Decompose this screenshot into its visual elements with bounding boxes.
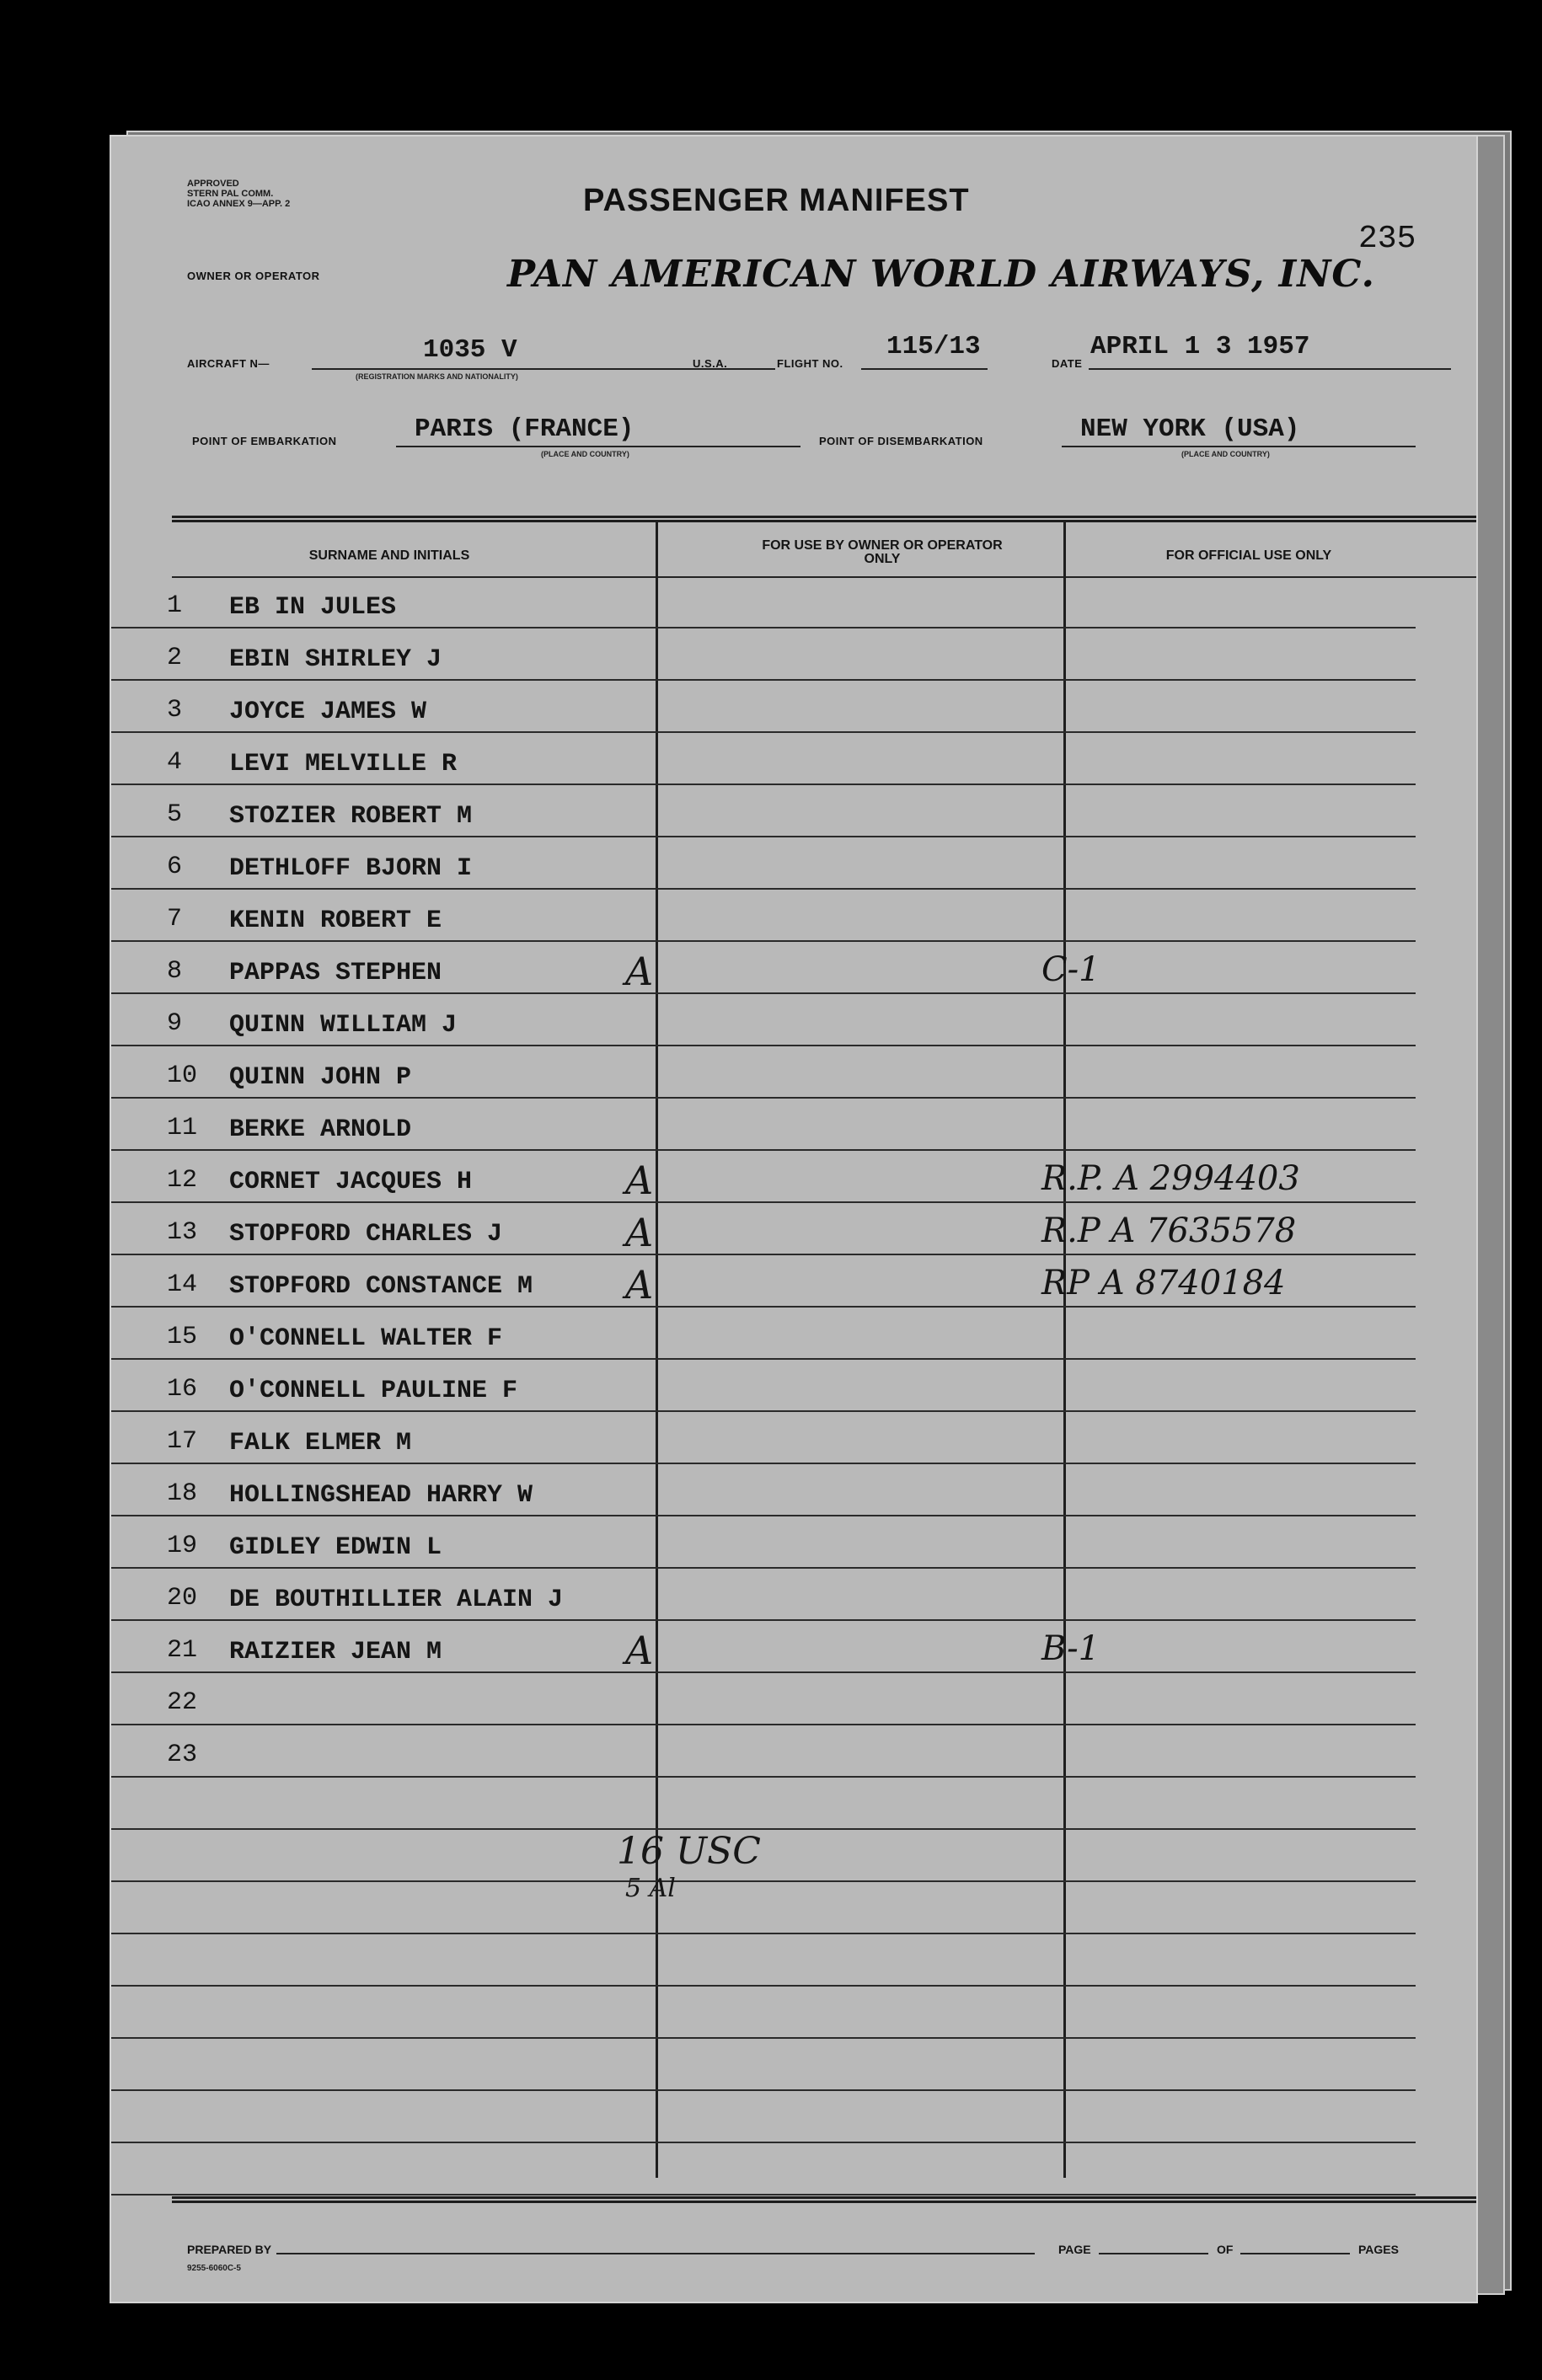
row-number: 13 <box>167 1218 198 1247</box>
disembarkation-value: NEW YORK (USA) <box>1080 414 1300 444</box>
operator-use-header: FOR USE BY OWNER OR OPERATOR ONLY <box>762 538 1003 566</box>
of-label: OF <box>1217 2243 1234 2256</box>
passenger-name: PAPPAS STEPHEN <box>229 959 442 987</box>
approval-line: ICAO ANNEX 9—APP. 2 <box>187 199 291 209</box>
disembarkation-label: POINT OF DISEMBARKATION <box>819 435 983 447</box>
passenger-name: LEVI MELVILLE R <box>229 750 458 778</box>
row-number: 15 <box>167 1323 198 1351</box>
table-row <box>111 1621 1416 1673</box>
form-title: PASSENGER MANIFEST <box>583 183 970 218</box>
row-number: 14 <box>167 1270 198 1299</box>
table-row <box>111 576 1416 628</box>
surname-header: SURNAME AND INITIALS <box>308 548 470 563</box>
table-row <box>111 1360 1416 1412</box>
row-number: 4 <box>167 748 183 777</box>
row-number: 2 <box>167 644 183 672</box>
of-line <box>1240 2253 1350 2254</box>
row-number: 16 <box>167 1375 198 1404</box>
row-number: 6 <box>167 853 183 881</box>
prepared-by-line <box>276 2253 1035 2254</box>
approval-line: APPROVED <box>187 179 239 189</box>
passenger-name: KENIN ROBERT E <box>229 907 442 935</box>
table-row <box>111 1412 1416 1464</box>
table-row <box>111 1046 1416 1099</box>
passenger-name: EBIN SHIRLEY J <box>229 645 442 674</box>
row-number: 11 <box>167 1114 198 1142</box>
row-number: 8 <box>167 957 183 986</box>
page-label: PAGE <box>1058 2243 1091 2256</box>
passenger-name: FALK ELMER M <box>229 1429 412 1457</box>
operator-name: PAN AMERICAN WORLD AIRWAYS, INC. <box>507 253 1375 296</box>
passenger-name: GIDLEY EDWIN L <box>229 1533 442 1562</box>
pages-label: PAGES <box>1358 2243 1399 2256</box>
registration-caption: (REGISTRATION MARKS AND NATIONALITY) <box>356 372 518 381</box>
embarkation-value: PARIS (FRANCE) <box>415 414 634 444</box>
operator-mark: A <box>625 1628 654 1673</box>
table-row <box>111 890 1416 942</box>
operator-mark: A <box>625 1262 654 1308</box>
disembarkation-line <box>1062 446 1416 447</box>
table-row <box>111 1882 1416 1934</box>
table-row <box>111 1830 1416 1882</box>
passenger-name: RAIZIER JEAN M <box>229 1638 442 1666</box>
row-number: 7 <box>167 905 183 933</box>
passenger-name: CORNET JACQUES H <box>229 1168 473 1196</box>
passenger-name: JOYCE JAMES W <box>229 698 427 726</box>
prepared-by-label: PREPARED BY <box>187 2243 272 2256</box>
row-number: 10 <box>167 1062 198 1090</box>
operator-mark: A <box>625 1158 654 1203</box>
passenger-name: QUINN WILLIAM J <box>229 1011 458 1040</box>
row-number: 5 <box>167 800 183 829</box>
page-number: 235 <box>1358 221 1416 257</box>
table-row <box>111 1308 1416 1360</box>
operator-mark: A <box>625 949 654 994</box>
table-row <box>111 733 1416 785</box>
passenger-name: DETHLOFF BJORN I <box>229 854 473 883</box>
row-number: 12 <box>167 1166 198 1195</box>
table-row <box>111 1934 1416 1987</box>
table-top-rule <box>172 516 1476 522</box>
row-number: 9 <box>167 1009 183 1038</box>
date-value: APRIL 1 3 1957 <box>1090 332 1310 361</box>
passenger-name: HOLLINGSHEAD HARRY W <box>229 1481 533 1510</box>
passenger-name: QUINN JOHN P <box>229 1063 412 1092</box>
table-row <box>111 1725 1416 1778</box>
official-note: RP A 8740184 <box>1041 1264 1286 1302</box>
table-bottom-rule <box>172 2196 1476 2203</box>
table-row <box>111 1516 1416 1569</box>
table-row <box>111 2143 1416 2195</box>
row-number: 20 <box>167 1584 198 1613</box>
owner-label: OWNER OR OPERATOR <box>187 270 320 282</box>
tally-line-1: 16 USC <box>617 1830 761 1873</box>
row-number: 18 <box>167 1479 198 1508</box>
date-label: DATE <box>1052 357 1083 370</box>
official-note: R.P A 7635578 <box>1041 1211 1297 1250</box>
embarkation-caption: (PLACE AND COUNTRY) <box>541 450 629 458</box>
table-row <box>111 785 1416 837</box>
aircraft-label: AIRCRAFT N— <box>187 357 270 370</box>
table-row <box>111 1673 1416 1725</box>
passenger-name: O'CONNELL PAULINE F <box>229 1377 518 1405</box>
page-line <box>1099 2253 1208 2254</box>
flight-line <box>861 368 988 370</box>
flight-value: 115/13 <box>886 332 981 361</box>
passenger-name: BERKE ARNOLD <box>229 1115 412 1144</box>
disembarkation-caption: (PLACE AND COUNTRY) <box>1181 450 1270 458</box>
manifest-sheet <box>110 135 1478 2303</box>
table-row <box>111 1778 1416 1830</box>
form-code: 9255-6060C-5 <box>187 2264 241 2273</box>
passenger-name: O'CONNELL WALTER F <box>229 1324 503 1353</box>
approval-stamp <box>187 179 356 209</box>
official-note: C-1 <box>1041 950 1100 989</box>
table-row <box>111 2039 1416 2091</box>
table-row <box>111 994 1416 1046</box>
usa-label: U.S.A. <box>693 357 728 370</box>
date-line <box>1089 368 1451 370</box>
row-number: 3 <box>167 696 183 725</box>
row-number: 22 <box>167 1688 198 1717</box>
table-row <box>111 1151 1416 1203</box>
table-row <box>111 681 1416 733</box>
official-use-header: FOR OFFICIAL USE ONLY <box>1165 548 1332 563</box>
embarkation-label: POINT OF EMBARKATION <box>192 435 337 447</box>
row-number: 19 <box>167 1532 198 1560</box>
table-row <box>111 2091 1416 2143</box>
tally-line-2: 5 Al <box>625 1874 676 1903</box>
passenger-name: DE BOUTHILLIER ALAIN J <box>229 1586 564 1614</box>
official-note: B-1 <box>1041 1629 1100 1668</box>
table-row <box>111 1569 1416 1621</box>
table-row <box>111 837 1416 890</box>
table-row <box>111 942 1416 994</box>
passenger-name: STOZIER ROBERT M <box>229 802 473 831</box>
passenger-name: EB IN JULES <box>229 593 397 622</box>
embarkation-line <box>396 446 800 447</box>
table-row <box>111 1203 1416 1255</box>
passenger-name: STOPFORD CONSTANCE M <box>229 1272 533 1301</box>
table-row <box>111 1255 1416 1308</box>
row-number: 1 <box>167 591 183 620</box>
table-row <box>111 1099 1416 1151</box>
table-row <box>111 1987 1416 2039</box>
aircraft-value: 1035 V <box>423 335 517 365</box>
flight-label: FLIGHT NO. <box>777 357 843 370</box>
passenger-name: STOPFORD CHARLES J <box>229 1220 503 1249</box>
approval-line: STERN PAL COMM. <box>187 189 274 199</box>
official-note: R.P. A 2994403 <box>1041 1159 1300 1198</box>
row-number: 17 <box>167 1427 198 1456</box>
operator-mark: A <box>625 1210 654 1255</box>
table-row <box>111 628 1416 681</box>
row-number: 23 <box>167 1741 198 1769</box>
row-number: 21 <box>167 1636 198 1665</box>
table-row <box>111 1464 1416 1516</box>
